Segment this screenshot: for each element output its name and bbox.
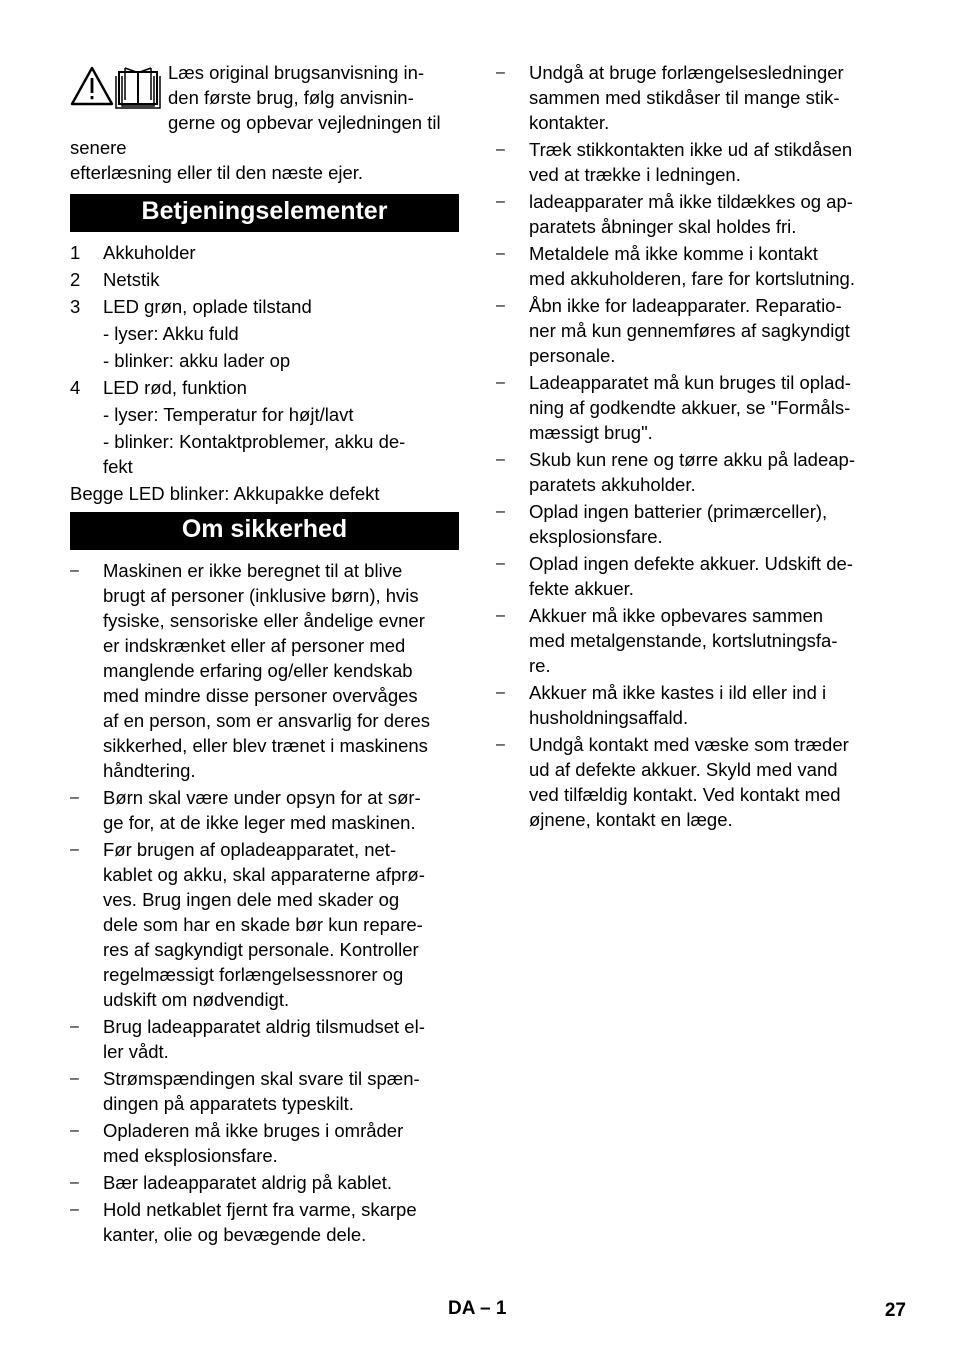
right-column — [496, 60, 888, 834]
safety-item — [496, 293, 888, 368]
safety-item-text: Metaldele må ikke komme i kontakt med akkuholderen, fare for kortslutning. — [529, 243, 855, 289]
dash-bullet: – — [70, 841, 79, 858]
safety-item-text: Bær ladeapparatet aldrig på kablet. — [103, 1172, 392, 1193]
safety-item — [496, 499, 888, 549]
item-sub-line: - blinker: Kontaktproblemer, akku de- fekt — [103, 431, 406, 477]
safety-item-text: Hold netkablet fjernt fra varme, skarpe kanter, olie og bevægende dele. — [103, 1199, 417, 1245]
safety-item — [496, 370, 888, 445]
footer-section-label: DA – 1 — [448, 1298, 507, 1319]
item-number: 1 — [70, 242, 81, 263]
item-label: Netstik — [103, 269, 160, 290]
control-item — [70, 267, 459, 292]
item-sub-line: - blinker: akku lader op — [103, 350, 291, 371]
safety-item — [496, 680, 888, 730]
safety-item-text: Åbn ikke for ladeapparater. Reparatio- ner må kun gennemføres af sagkyndigt personale. — [529, 295, 850, 366]
section-heading-controls: Betjeningselementer — [70, 194, 459, 232]
control-item — [70, 375, 459, 400]
dash-bullet: – — [496, 297, 505, 314]
dash-bullet: – — [496, 607, 505, 624]
safety-item — [496, 603, 888, 678]
dash-bullet: – — [496, 64, 505, 81]
dash-bullet: – — [70, 1174, 79, 1191]
safety-item — [70, 837, 459, 1012]
item-label: LED grøn, oplade tilstand — [103, 296, 312, 317]
safety-item-text: ladeapparater må ikke tildækkes og ap- paratets åbninger skal holdes fri. — [529, 191, 853, 237]
safety-item-text: Brug ladeapparatet aldrig tilsmudset el- ler vådt. — [103, 1016, 425, 1062]
control-item — [70, 294, 459, 319]
dash-bullet: – — [496, 736, 505, 753]
safety-item-text: Skub kun rene og tørre akku på ladeap- paratets akkuholder. — [529, 449, 855, 495]
item-sub-line: - lyser: Temperatur for højt/lavt — [103, 404, 354, 425]
warning-book-icon-group — [70, 64, 162, 114]
dash-bullet: – — [70, 1070, 79, 1087]
safety-item — [496, 60, 888, 135]
section-heading-safety: Om sikkerhed — [70, 512, 459, 550]
left-column — [70, 60, 459, 1249]
dash-bullet: – — [70, 562, 79, 579]
safety-item — [496, 189, 888, 239]
safety-item-text: Strømspændingen skal svare til spæn- dingen på apparatets typeskilt. — [103, 1068, 420, 1114]
dash-bullet: – — [496, 245, 505, 262]
safety-item — [496, 137, 888, 187]
safety-item — [70, 1014, 459, 1064]
safety-item-text: Akkuer må ikke opbevares sammen med metalgenstande, kortslutningsfa- re. — [529, 605, 838, 676]
safety-item — [70, 785, 459, 835]
dash-bullet: – — [70, 1018, 79, 1035]
item-number: 4 — [70, 377, 81, 398]
safety-item-text: Maskinen er ikke beregnet til at blive brugt af personer (inklusive børn), hvis fysiske, sensoriske eller åndelige evner er indskrænket eller af personer med manglende erfaring og/eller kendskab med mindre disse personer overvåges af en person, som er ansvarlig for deres sikkerhed, eller blev trænet i maskinens håndtering. — [103, 560, 430, 781]
item-label: Akkuholder — [103, 242, 196, 263]
safety-item-text: Før brugen af opladeapparatet, net- kablet og akku, skal apparaterne afprø- ves. Brug ingen dele med skader og dele som har en skade bør kun repare- res af sagkyndigt personale. Kontroller regelmæssigt forlængelsessnorer og udskift om nødvendigt. — [103, 839, 425, 1010]
dash-bullet: – — [496, 555, 505, 572]
safety-item — [70, 1118, 459, 1168]
safety-list-right — [496, 60, 888, 832]
safety-list-left — [70, 558, 459, 1247]
intro-text: Læs original brugsanvisning in- den første brug, følg anvisnin- gerne og opbevar vejledningen til senere efterlæsning eller til den næste ejer. — [70, 62, 441, 183]
dash-bullet: – — [496, 451, 505, 468]
dash-bullet: – — [496, 374, 505, 391]
safety-item-text: Akkuer må ikke kastes i ild eller ind i husholdningsaffald. — [529, 682, 827, 728]
item-number: 2 — [70, 269, 81, 290]
dash-bullet: – — [70, 1201, 79, 1218]
controls-list — [70, 240, 459, 479]
safety-item — [70, 1066, 459, 1116]
dash-bullet: – — [496, 193, 505, 210]
safety-item — [496, 551, 888, 601]
dash-bullet: – — [496, 503, 505, 520]
safety-item-text: Oplad ingen batterier (primærceller), eksplosionsfare. — [529, 501, 828, 547]
safety-item-text: Undgå at bruge forlængelsesledninger sammen med stikdåser til mange stik- kontakter. — [529, 62, 844, 133]
dash-bullet: – — [70, 1122, 79, 1139]
control-item — [70, 240, 459, 265]
safety-item — [496, 447, 888, 497]
led-note: Begge LED blinker: Akkupakke defekt — [70, 483, 380, 504]
dash-bullet: – — [496, 141, 505, 158]
item-label: LED rød, funktion — [103, 377, 247, 398]
page-number: 27 — [884, 1300, 906, 1321]
intro-notice — [70, 60, 459, 185]
safety-item-text: Undgå kontakt med væske som træder ud af defekte akkuer. Skyld med vand ved tilfældig kontakt. Ved kontakt med øjnene, kontakt en læge. — [529, 734, 849, 830]
safety-item — [70, 1197, 459, 1247]
safety-item — [496, 241, 888, 291]
safety-item-text: Træk stikkontakten ikke ud af stikdåsen ved at trække i ledningen. — [529, 139, 853, 185]
safety-item-text: Børn skal være under opsyn for at sør- ge for, at de ikke leger med maskinen. — [103, 787, 421, 833]
item-sub-line: - lyser: Akku fuld — [103, 323, 239, 344]
safety-item-text: Ladeapparatet må kun bruges til oplad- ning af godkendte akkuer, se "Formåls- mæssigt brug". — [529, 372, 851, 443]
safety-item-text: Opladeren må ikke bruges i områder med eksplosionsfare. — [103, 1120, 404, 1166]
safety-item — [70, 558, 459, 783]
dash-bullet: – — [496, 684, 505, 701]
item-number: 3 — [70, 296, 81, 317]
open-book-icon — [116, 68, 160, 108]
safety-item-text: Oplad ingen defekte akkuer. Udskift de- fekte akkuer. — [529, 553, 853, 599]
safety-item — [70, 1170, 459, 1195]
safety-item — [496, 732, 888, 832]
dash-bullet: – — [70, 789, 79, 806]
warning-triangle-icon — [72, 68, 112, 104]
